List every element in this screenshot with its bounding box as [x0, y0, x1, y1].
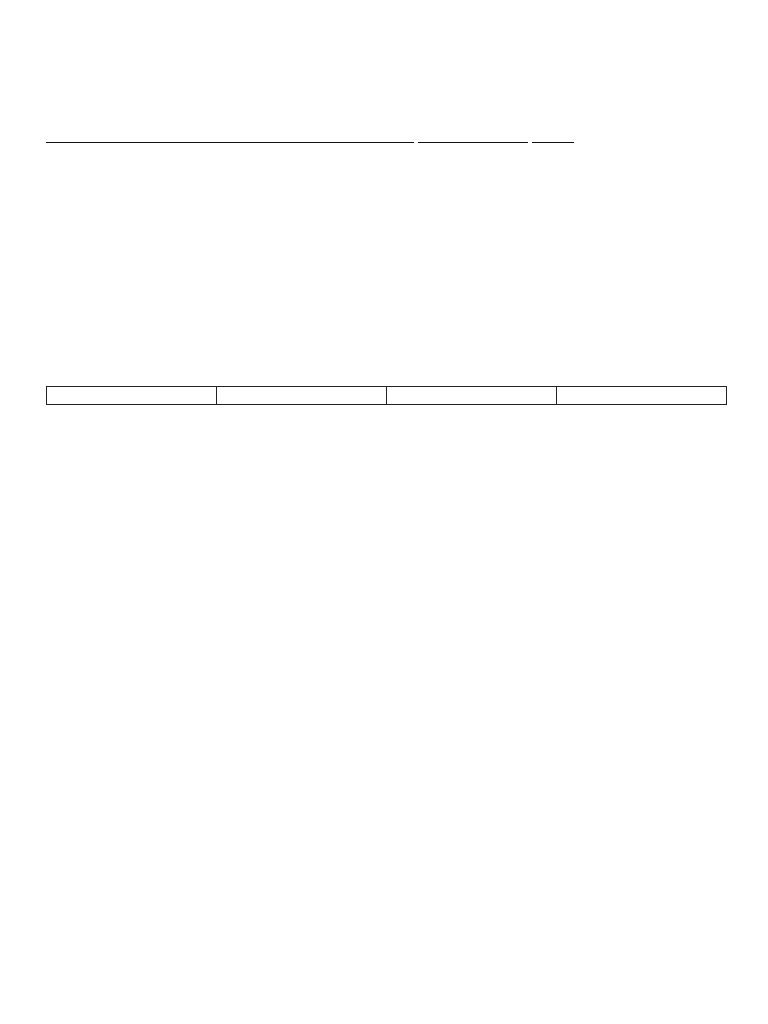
table-header-cell [47, 387, 217, 405]
table-header-cell [387, 387, 557, 405]
score-field[interactable] [532, 131, 574, 143]
verb-forms-table [46, 386, 727, 405]
table-header-cell [557, 387, 727, 405]
table-header-row [47, 387, 727, 405]
date-field[interactable] [418, 131, 528, 143]
student-info-row [46, 131, 574, 147]
table-header-cell [217, 387, 387, 405]
name-field[interactable] [46, 131, 414, 143]
